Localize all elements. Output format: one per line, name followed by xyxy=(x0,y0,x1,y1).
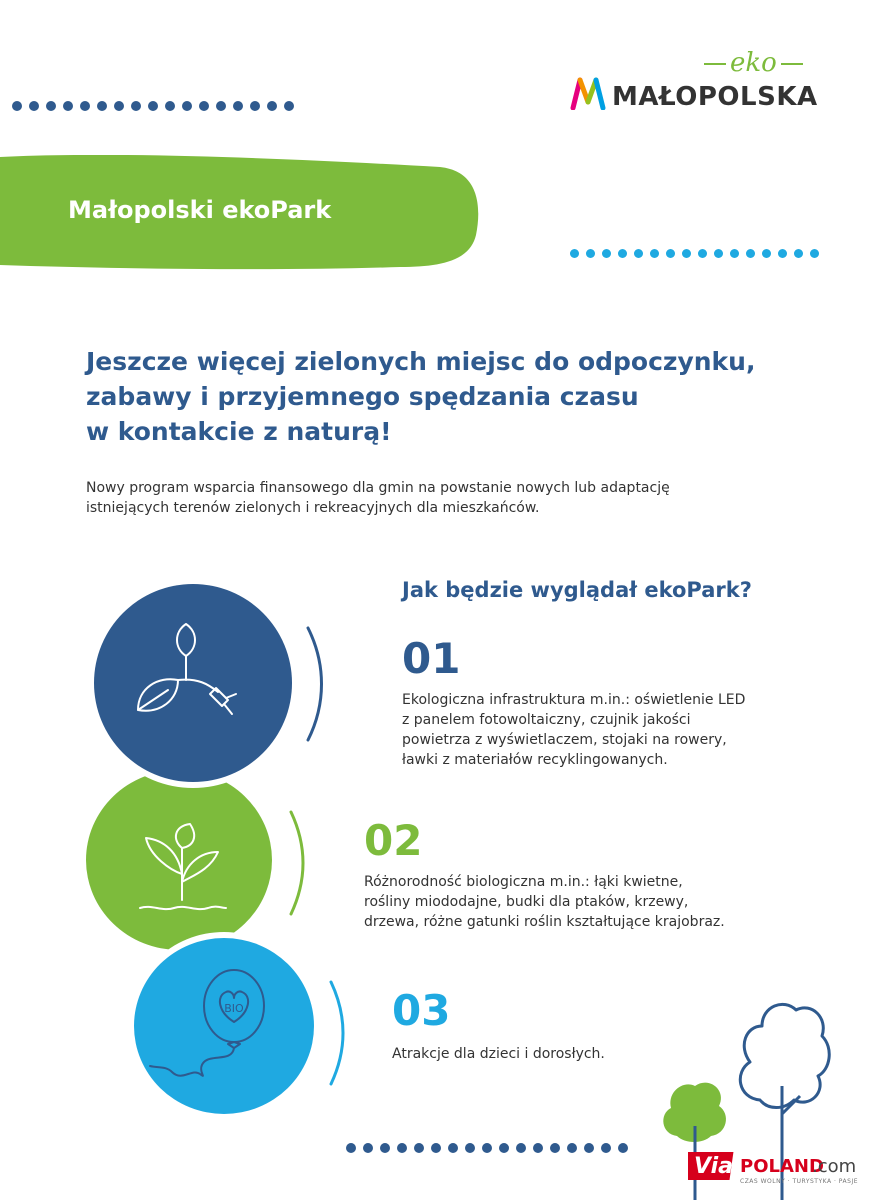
arc-cyan xyxy=(323,978,353,1088)
desc-line: powietrza z wyświetlaczem, stojaki na rowery, xyxy=(402,732,727,748)
arc-green xyxy=(283,808,313,918)
desc-line: Ekologiczna infrastruktura m.in.: oświetlenie LED xyxy=(402,692,746,708)
headline-line: Jeszcze więcej zielonych miejsc do odpoczynku, xyxy=(86,347,756,376)
desc-line: ławki z materiałów recyklingowanych. xyxy=(402,752,668,768)
logo-mark-icon xyxy=(570,76,606,110)
dots-bottom xyxy=(346,1143,628,1153)
item-description-01 xyxy=(402,690,782,770)
arc-blue xyxy=(300,624,330,744)
dots-right xyxy=(570,249,819,258)
leaf-plug-icon xyxy=(128,618,258,728)
credit-via: Via xyxy=(694,1154,734,1179)
desc-line: z panelem fotowoltaiczny, czujnik jakości xyxy=(402,712,691,728)
credit-poland: POLAND xyxy=(740,1156,824,1177)
desc-line: rośliny miododajne, budki dla ptaków, krzewy, xyxy=(364,894,689,910)
item-number-01: 01 xyxy=(402,634,461,683)
lead-line: Nowy program wsparcia finansowego dla gmin na powstanie nowych lub adaptację xyxy=(86,480,670,496)
dots-top-left xyxy=(12,101,294,111)
credit-tagline: CZAS WOLNY · TURYSTYKA · PASJE xyxy=(740,1178,859,1185)
logo-text: MAŁOPOLSKA xyxy=(612,82,818,112)
desc-line: Atrakcje dla dzieci i dorosłych. xyxy=(392,1046,605,1062)
headline-line: w kontakcie z naturą! xyxy=(86,417,392,446)
site-credit-logo xyxy=(688,1148,868,1188)
headline xyxy=(86,344,806,449)
banner-title: Małopolski ekoPark xyxy=(68,196,332,224)
credit-com: .com xyxy=(812,1156,857,1177)
item-number-03: 03 xyxy=(392,986,451,1035)
bio-balloon-icon xyxy=(142,958,272,1088)
item-description-03 xyxy=(392,1044,692,1064)
desc-line: Różnorodność biologiczna m.in.: łąki kwietne, xyxy=(364,874,683,890)
headline-line: zabawy i przyjemnego spędzania czasu xyxy=(86,382,639,411)
item-number-02: 02 xyxy=(364,816,423,865)
logo-eko: eko xyxy=(700,48,807,78)
section-title: Jak będzie wyglądał ekoPark? xyxy=(402,578,752,602)
lead-line: istniejących terenów zielonych i rekreacyjnych dla mieszkańców. xyxy=(86,500,540,516)
lead-paragraph xyxy=(86,478,746,518)
item-description-02 xyxy=(364,872,764,932)
desc-line: drzewa, różne gatunki roślin kształtujące krajobraz. xyxy=(364,914,725,930)
sprout-icon xyxy=(132,820,232,920)
bio-label: BIO xyxy=(224,1002,244,1015)
